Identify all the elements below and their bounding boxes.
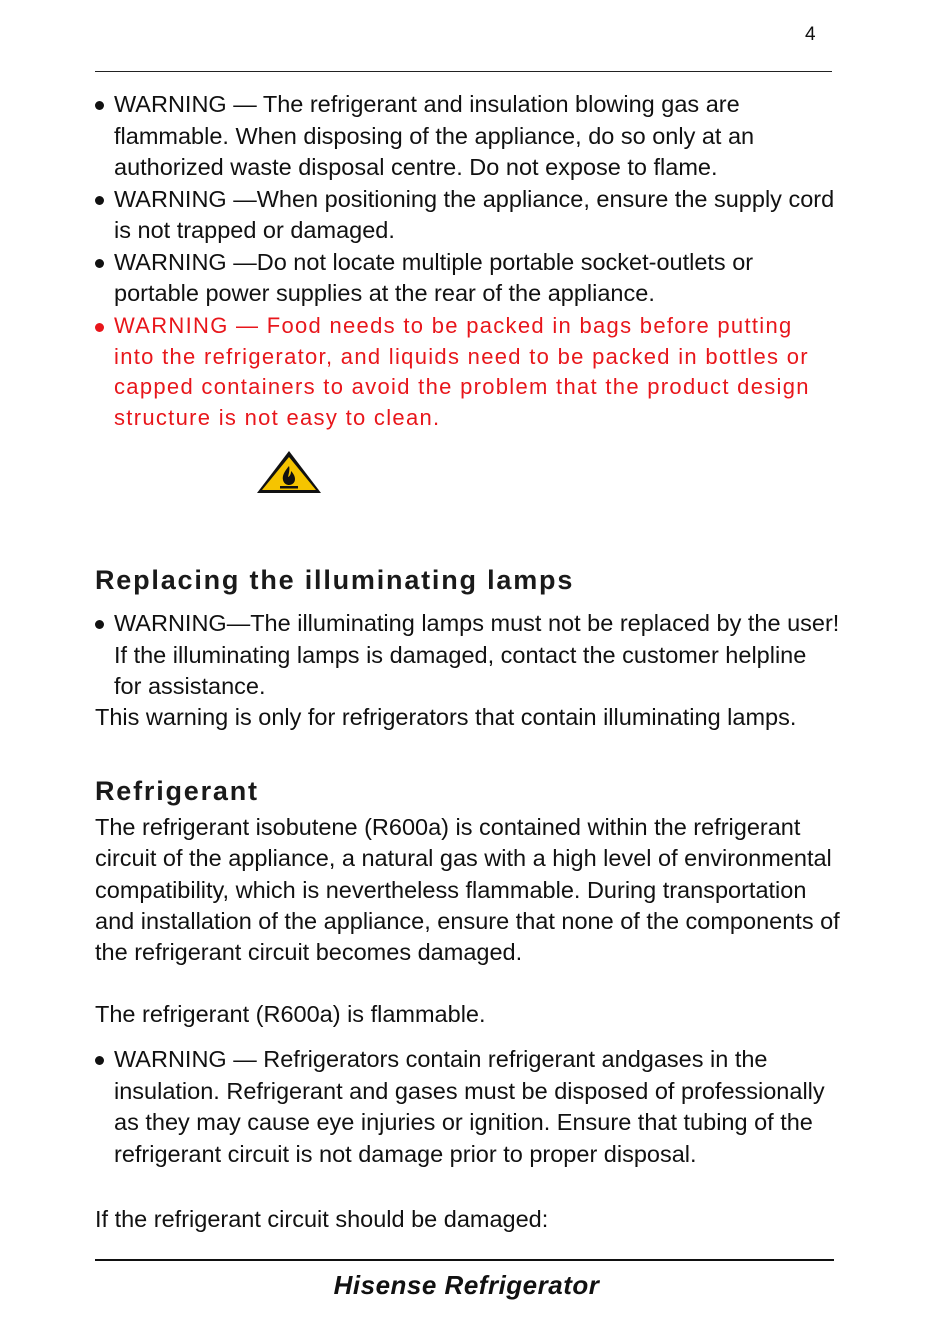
warning-socket-outlets: WARNING —Do not locate multiple portable socket-outlets or portable power supplies at the rear of the appliance.: [95, 247, 840, 310]
header-divider: [95, 71, 832, 72]
footer-divider: [95, 1259, 834, 1261]
bullet-icon: [95, 323, 104, 332]
refrigerant-paragraph: The refrigerant isobutene (R600a) is contained within the refrigerant circuit of the appliance, a natural gas with a high level of environmental compatibility, which is nevertheless flammable. During transportation and installation of the appliance, ensure that none of the components of the refrigerant circuit becomes damaged.: [95, 814, 840, 966]
warning-food-packing: WARNING — Food needs to be packed in bags before putting into the refrigerator, and liquids need to be packed in bottles or capped containers to avoid the problem that the product design structure is not easy to clean.: [95, 311, 840, 433]
section-heading-refrigerant: Refrigerant: [95, 776, 259, 806]
warning-flammable-gas: WARNING — The refrigerant and insulation blowing gas are flammable. When disposing of the appliance, do so only at an authorized waste disposal centre. Do not expose to flame.: [95, 89, 840, 184]
warning-refrigerant-disposal: WARNING — Refrigerators contain refrigerant andgases in the insulation. Refrigerant and gases must be disposed of professionally as they may cause eye injuries or ignition. Ensure that tubing of the refrigerant circuit is not damage prior to proper disposal.: [95, 1044, 840, 1170]
refrigerant-damaged-intro: If the refrigerant circuit should be damaged:: [95, 1206, 549, 1232]
bullet-icon: [95, 101, 104, 110]
bullet-icon: [95, 620, 104, 629]
top-warnings-list: [95, 89, 840, 310]
refrigerant-flammable-note: The refrigerant (R600a) is flammable.: [95, 1001, 486, 1027]
bullet-icon: [95, 196, 104, 205]
bullet-icon: [95, 1056, 104, 1065]
lamps-note: This warning is only for refrigerators that contain illuminating lamps.: [95, 704, 797, 730]
section-heading-lamps: Replacing the illuminating lamps: [95, 565, 575, 595]
bullet-icon: [95, 259, 104, 268]
page-number: 4: [805, 24, 816, 45]
flammable-warning-icon: [255, 449, 323, 495]
warning-supply-cord: WARNING —When positioning the appliance, ensure the supply cord is not trapped or damaged.: [95, 184, 840, 247]
footer-brand-logo: Hisense Refrigerator: [333, 1270, 600, 1300]
warning-lamps: WARNING—The illuminating lamps must not be replaced by the user! If the illuminating lamps is damaged, contact the customer helpline for assistance.: [95, 608, 840, 703]
